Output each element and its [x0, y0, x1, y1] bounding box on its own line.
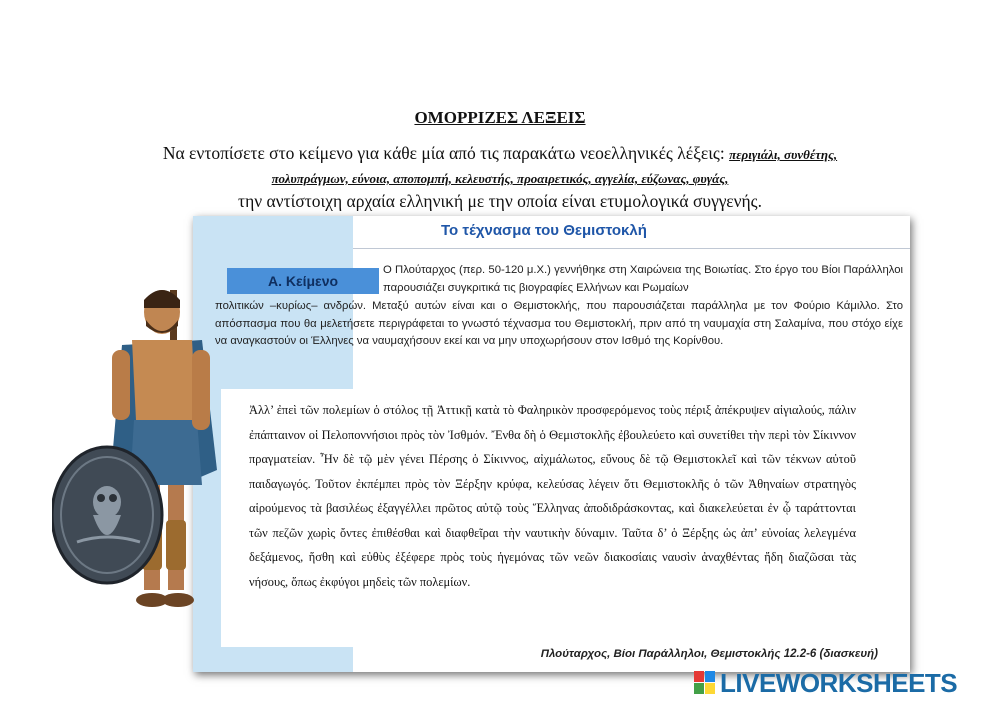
intro-first-line: Ο Πλούταρχος (περ. 50-120 μ.Χ.) γεννήθηκε στη Χαιρώνεια της Βοιωτίας. Στο έργο του Βίοι Παράλληλοι παρουσιάζει συγκριτικά τις βιογραφίες Ελλήνων και Ρωμαίων — [383, 264, 903, 294]
target-words-line-2: πολυπράγμων, εύνοια, αποπομπή, κελευστής, προαιρετικός, αγγελία, εύζωνας, φυγάς, — [271, 171, 729, 186]
page-heading: ΟΜΟΡΡΙΖΕΣ ΛΕΞΕΙΣ — [414, 108, 586, 127]
hoplite-illustration — [52, 270, 232, 620]
intro-text: πολιτικών –κυρίως– ανδρών. Μεταξύ αυτών είναι και ο Θεμιστοκλής, που παρουσιάζεται παράλληλα με τον Φούριο Κάμιλλο. Στο απόσπασμα που θα μελετήσετε περιγράφεται το γνωστό τέχνασμα του Θεμιστοκλή, πριν από τη ναυμαχία στη Σαλαμίνα, που στόχο είχε να αναγκαστούν οι Έλληνες να ναυμαχήσουν εκεί και να μην υποχωρήσουν στον Ισθμό της Κορίνθου. — [215, 300, 903, 347]
liveworksheets-logo-icon — [694, 671, 716, 695]
target-words-line-1: περιγιάλι, συνθέτης, — [729, 147, 838, 162]
title-divider — [353, 248, 910, 249]
instruction-suffix: την αντίστοιχη αρχαία ελληνική με την οποία είναι ετυμολογικά συγγενής. — [238, 191, 762, 211]
ancient-greek-text: Ἀλλ’ ἐπεὶ τῶν πολεμίων ὁ στόλος τῇ Ἀττικῇ κατὰ τὸ Φαληρικὸν προσφερόμενος τοὺς πέριξ ἀπέκρυψεν αἰγιαλούς, πάλιν ἐπάπταινον οἱ Πελοποννήσιοι πρὸς τὸν Ἰσθμόν. Ἔνθα δὴ ὁ Θεμιστοκλῆς ἐβουλεύετο καὶ συνετίθει τὴν περὶ τὸν Σίκιννον πραγματείαν. Ἦν δὲ τῷ μὲν γένει Πέρσης ὁ Σίκιννος, αἰχμάλωτος, εὔνους δὲ τῷ Θεμιστοκλεῖ καὶ τῶν τέκνων αὐτοῦ παιδαγωγός. Τοῦτον ἐκπέμπει πρὸς τὸν Ξέρξην κρύφα, κελεύσας λέγειν ὅτι Θεμιστοκλῆς ὁ τῶν Ἀθηναίων στρατηγὸς αἱρούμενος τὰ βασιλέως ἐξαγγέλλει πρῶτος αὐτῷ τοὺς Ἕλληνας ἀποδιδράσκοντας, καὶ διακελεύεται ἐν ᾧ ταράττονται τῶν πεζῶν χωρὶς ὄντες ἐπιθέσθαι καὶ διαφθεῖραι τὴν ναυτικὴν δύναμιν. Ταῦτα δ’ ὁ Ξέρξης ὡς ἀπ’ εὐνοίας λελεγμένα δεξάμενος, ἥσθη καὶ εὐθὺς ἐξέφερε πρὸς τοὺς ἡγεμόνας τῶν νεῶν διακοσίαις ναυσὶν ἀναχθέντας ἤδη διαζῶσαι τὰς νήσους, ὅπως ἐκφύγοι μηδεὶς τῶν πολεμίων. — [249, 403, 856, 589]
card-title: Το τέχνασμα του Θεμιστοκλή — [441, 222, 647, 239]
section-label: Α. Κείμενο — [227, 268, 379, 294]
brand-name: LIVEWORKSHEETS — [720, 667, 958, 698]
source-citation: Πλούταρχος, Βίοι Παράλληλοι, Θεμιστοκλής 12.2-6 (διασκευή) — [540, 648, 878, 660]
instruction-prefix: Να εντοπίσετε στο κείμενο για κάθε μία από τις παρακάτω νεοελληνικές λέξεις: — [162, 143, 725, 163]
textbook-card — [193, 216, 910, 672]
instruction — [90, 142, 910, 212]
liveworksheets-brand — [694, 668, 957, 698]
